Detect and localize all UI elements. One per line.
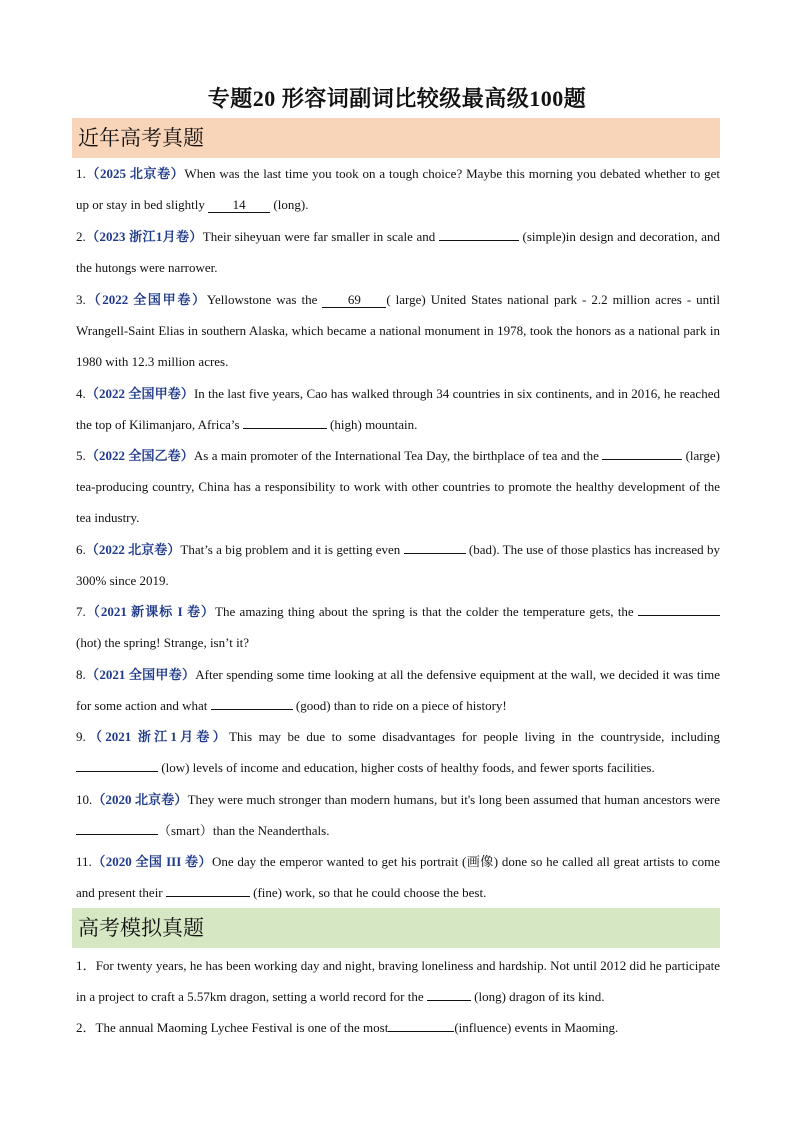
question-number: 3. <box>76 292 86 307</box>
question-source: （2023 浙江1月卷） <box>85 229 203 244</box>
question-text: (low) levels of income and education, higher costs of healthy foods, and fewer sports facilities. <box>158 760 655 775</box>
question-number: 10. <box>76 792 93 807</box>
question-text: The annual Maoming Lychee Festival is one of the most <box>95 1020 389 1035</box>
section-header-mock-exams: 高考模拟真题 <box>72 908 720 948</box>
question-source: （2022 北京卷） <box>85 542 181 557</box>
answer-blank[interactable] <box>211 694 293 710</box>
question-text: Yellowstone was the <box>206 292 323 307</box>
question-number: 1. <box>76 166 86 181</box>
question-text: When was the last time you took on a tough choice? Maybe this morning you debated whether to get up or stay in bed slightly <box>76 166 720 212</box>
question-text: (large) tea-producing country, China has a responsibility to work with other countries to promote the healthy development of the tea industry. <box>76 448 720 525</box>
question-source: （2022 全国甲卷） <box>85 386 194 401</box>
question-text: For twenty years, he has been working day and night, braving loneliness and hardship. Not until 2012 did he participate in a project to craft a 5.57km dragon, setting a world record for the <box>76 958 720 1004</box>
mock-question-2 <box>76 1012 720 1043</box>
question-text: In the last five years, Cao has walked through 34 countries in six continents, and in 2016, he reached the top of Kilimanjaro, Africa’s <box>76 386 720 432</box>
question-text: (good) than to ride on a piece of history! <box>292 698 507 713</box>
question-text: The amazing thing about the spring is that the colder the temperature gets, the <box>215 604 638 619</box>
question-3 <box>76 284 720 377</box>
question-number: 2. <box>76 229 86 244</box>
question-number: 8. <box>76 667 86 682</box>
page-title: 专题20 形容词副词比较级最高级100题 <box>207 86 587 111</box>
question-text: (fine) work, so that he could choose the best. <box>249 885 487 900</box>
answer-blank[interactable] <box>166 881 250 897</box>
answer-blank[interactable]: 69 <box>322 292 386 308</box>
question-source: （2021 新课标 I 卷） <box>85 604 216 619</box>
question-source: （2022 全国甲卷） <box>85 292 207 307</box>
question-number: 11. <box>76 854 92 869</box>
section-header-recent-exams: 近年高考真题 <box>72 118 720 158</box>
question-source: （2021 全国甲卷） <box>85 667 196 682</box>
question-number: 4. <box>76 386 86 401</box>
answer-blank[interactable]: 14 <box>208 197 270 213</box>
answer-blank[interactable] <box>76 819 158 835</box>
question-number: 1． <box>76 958 96 973</box>
question-number: 9. <box>76 729 86 744</box>
question-text: (long). <box>270 197 309 212</box>
question-text: One day the emperor wanted to get his portrait (画像) done so he called all great artists to come and present their <box>76 854 721 900</box>
question-text: (hot) the spring! Strange, isn’t it? <box>76 635 250 650</box>
answer-blank[interactable] <box>404 538 466 554</box>
question-source: （2025 北京卷） <box>85 166 185 181</box>
question-number: 6. <box>76 542 86 557</box>
question-text: (long) dragon of its kind. <box>470 989 605 1004</box>
question-number: 7. <box>76 604 86 619</box>
question-text: (simple)in design and decoration, and the hutongs were narrower. <box>76 229 720 275</box>
question-text: As a main promoter of the International Tea Day, the birthplace of tea and the <box>193 448 603 463</box>
question-source: （2020 全国 III 卷） <box>91 854 212 869</box>
question-source: （2020 北京卷） <box>92 792 188 807</box>
question-10 <box>76 784 720 846</box>
question-text: Their siheyuan were far smaller in scale and <box>202 229 439 244</box>
question-2 <box>76 221 720 283</box>
question-11 <box>76 846 720 908</box>
question-text: ( large) United States national park - 2.2 million acres - until Wrangell-Saint Elias in southern Alaska, which became a national monument in 1978, took the honors as a national park in 1980 with 12.3 million acres. <box>76 292 720 369</box>
answer-blank[interactable] <box>439 225 519 241</box>
question-number: 5. <box>76 448 86 463</box>
question-9 <box>76 721 720 783</box>
answer-blank[interactable] <box>638 600 720 616</box>
question-text: After spending some time looking at all the defensive equipment at the wall, we decided it was time for some action and what <box>76 667 720 713</box>
question-text: (high) mountain. <box>326 417 418 432</box>
question-text: That’s a big problem and it is getting even <box>180 542 404 557</box>
question-source: （2021 浙江1月卷） <box>85 729 229 744</box>
question-text: (influence) events in Maoming. <box>454 1020 619 1035</box>
answer-blank[interactable] <box>427 985 471 1001</box>
question-7 <box>76 596 720 658</box>
question-text: （smart）than the Neanderthals. <box>158 823 330 838</box>
question-4 <box>76 378 720 440</box>
question-8 <box>76 659 720 721</box>
question-text: They were much stronger than modern humans, but it's long been assumed that human ancestors were <box>187 792 720 807</box>
question-text: (bad). The use of those plastics has increased by 300% since 2019. <box>76 542 720 588</box>
question-1 <box>76 158 720 220</box>
mock-question-1 <box>76 950 720 1012</box>
answer-blank[interactable] <box>76 756 158 772</box>
answer-blank[interactable] <box>243 413 327 429</box>
answer-blank[interactable] <box>602 444 682 460</box>
question-source: （2022 全国乙卷） <box>85 448 194 463</box>
question-number: 2． <box>76 1020 96 1035</box>
question-text: This may be due to some disadvantages for people living in the countryside, including <box>229 729 720 744</box>
answer-blank[interactable] <box>388 1016 454 1032</box>
question-5 <box>76 440 720 533</box>
question-6 <box>76 534 720 596</box>
